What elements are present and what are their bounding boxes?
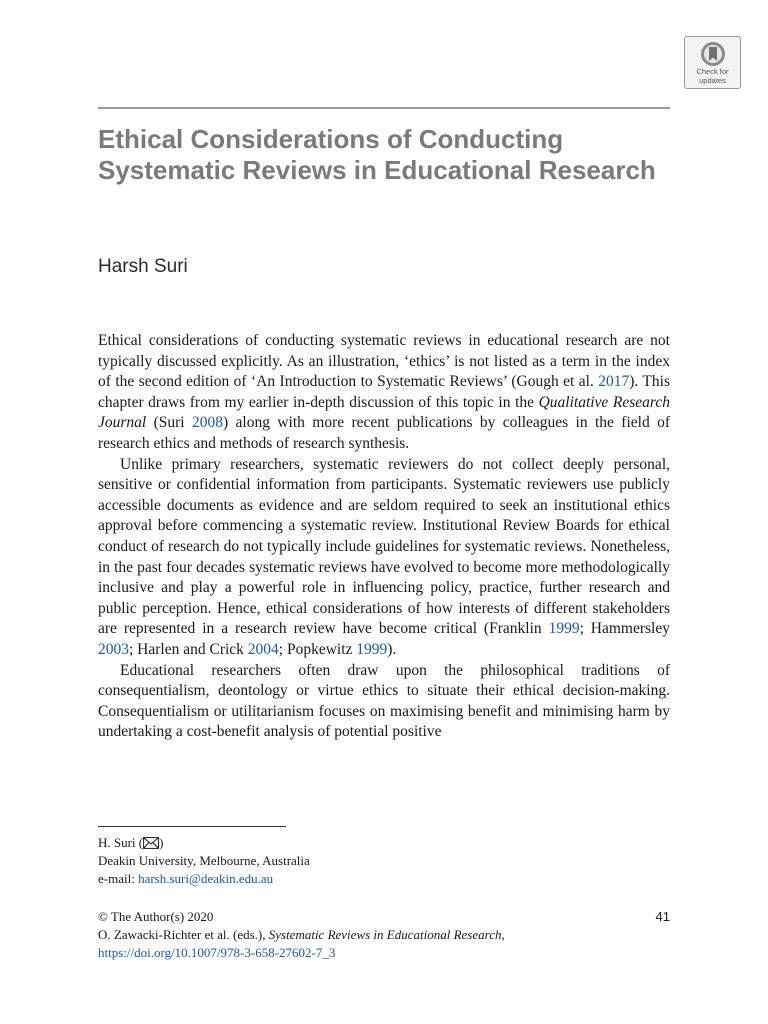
text-span: ; Popkewitz: [278, 640, 357, 658]
envelope-icon: [143, 837, 159, 849]
author-footnote: [98, 834, 670, 888]
text-span: ; Harlen and Crick: [129, 640, 248, 658]
doi-line: [98, 944, 670, 962]
chapter-author: Harsh Suri: [98, 256, 188, 277]
citation-link[interactable]: 2008: [191, 414, 223, 432]
text-span: ) along with more recent publications by colleagues in the field of research ethics and methods of research synthesis.: [98, 414, 670, 452]
copyright-line: © The Author(s) 2020: [98, 909, 214, 924]
text-span: ; Hammersley: [579, 620, 670, 638]
citation-link[interactable]: 2004: [247, 640, 279, 658]
citation-link[interactable]: 2003: [98, 640, 129, 658]
badge-label-line2: updates: [699, 76, 726, 85]
body-text: [98, 331, 670, 743]
text-span: Ethical considerations of conducting systematic reviews in educational research are not typically discussed explicitly. As an illustration, ‘ethics’ is not listed as a term in the index of the second edition of ‘An Introduction to Systematic Reviews’ (Gough et al.: [98, 332, 670, 391]
text-span: ). This chapter draws from my earlier in-depth discussion of this topic in the: [98, 373, 670, 411]
footnote-name-line: [98, 834, 670, 852]
citation-line: [98, 926, 670, 944]
journal-title: Qualitative Research Journal: [98, 393, 670, 432]
paragraph-2: [98, 455, 670, 661]
bookmark-check-icon: [700, 41, 726, 67]
check-for-updates-badge[interactable]: [684, 36, 741, 89]
text-span: Unlike primary researchers, systematic reviewers do not collect deeply personal, sensitive or confidential information from participants. Systematic reviewers use publicly accessible documents as evidence and are seldom required to seek an institutional ethics approval before commencing a systematic review. Institutional Review Boards for ethical conduct of research do not typically include guidelines for systematic reviews. Nonetheless, in the past four decades systematic reviews have evolved to become more methodologically inclusive and play a powerful role in influencing policy, practice, further research and public perception. Hence, ethical considerations of how interests of different stakeholders are represented in a research review have become critical (Franklin: [98, 455, 670, 638]
text-span: (Suri: [146, 414, 192, 432]
footnote-email-line: [98, 870, 670, 888]
citation-link[interactable]: 2017: [598, 373, 630, 391]
citation-link[interactable]: 1999: [356, 640, 388, 658]
footnote-rule: [98, 826, 286, 827]
email-label: e-mail:: [98, 871, 139, 886]
footnote-affiliation: Deakin University, Melbourne, Australia: [98, 853, 310, 868]
text-span: ).: [387, 640, 397, 658]
page-number: 41: [655, 909, 670, 924]
citation-suffix: ,: [501, 927, 505, 942]
header-rule: [98, 107, 670, 109]
book-title: Systematic Reviews in Educational Research: [268, 927, 502, 942]
chapter-title: Ethical Considerations of Conducting Systematic Reviews in Educational Research: [98, 124, 656, 185]
copyright-block: [98, 908, 670, 962]
email-link[interactable]: harsh.suri@deakin.edu.au: [138, 871, 274, 886]
paragraph-3: Educational researchers often draw upon the philosophical traditions of consequentialism, deontology or virtue ethics to situate their ethical decision-making. Consequentialism or utilitarianism focuses on maximising benefit and minimising harm by undertaking a cost-benefit analysis of potential positive: [98, 661, 670, 741]
footnote-name-suffix: ): [159, 835, 164, 850]
badge-label-line1: Check for: [696, 67, 729, 76]
footnote-name: H. Suri (: [98, 835, 144, 850]
editors-text: O. Zawacki-Richter et al. (eds.),: [98, 927, 269, 942]
doi-link[interactable]: https://doi.org/10.1007/978-3-658-27602-7_3: [98, 945, 336, 960]
paragraph-1: [98, 331, 670, 455]
citation-link[interactable]: 1999: [548, 620, 580, 638]
